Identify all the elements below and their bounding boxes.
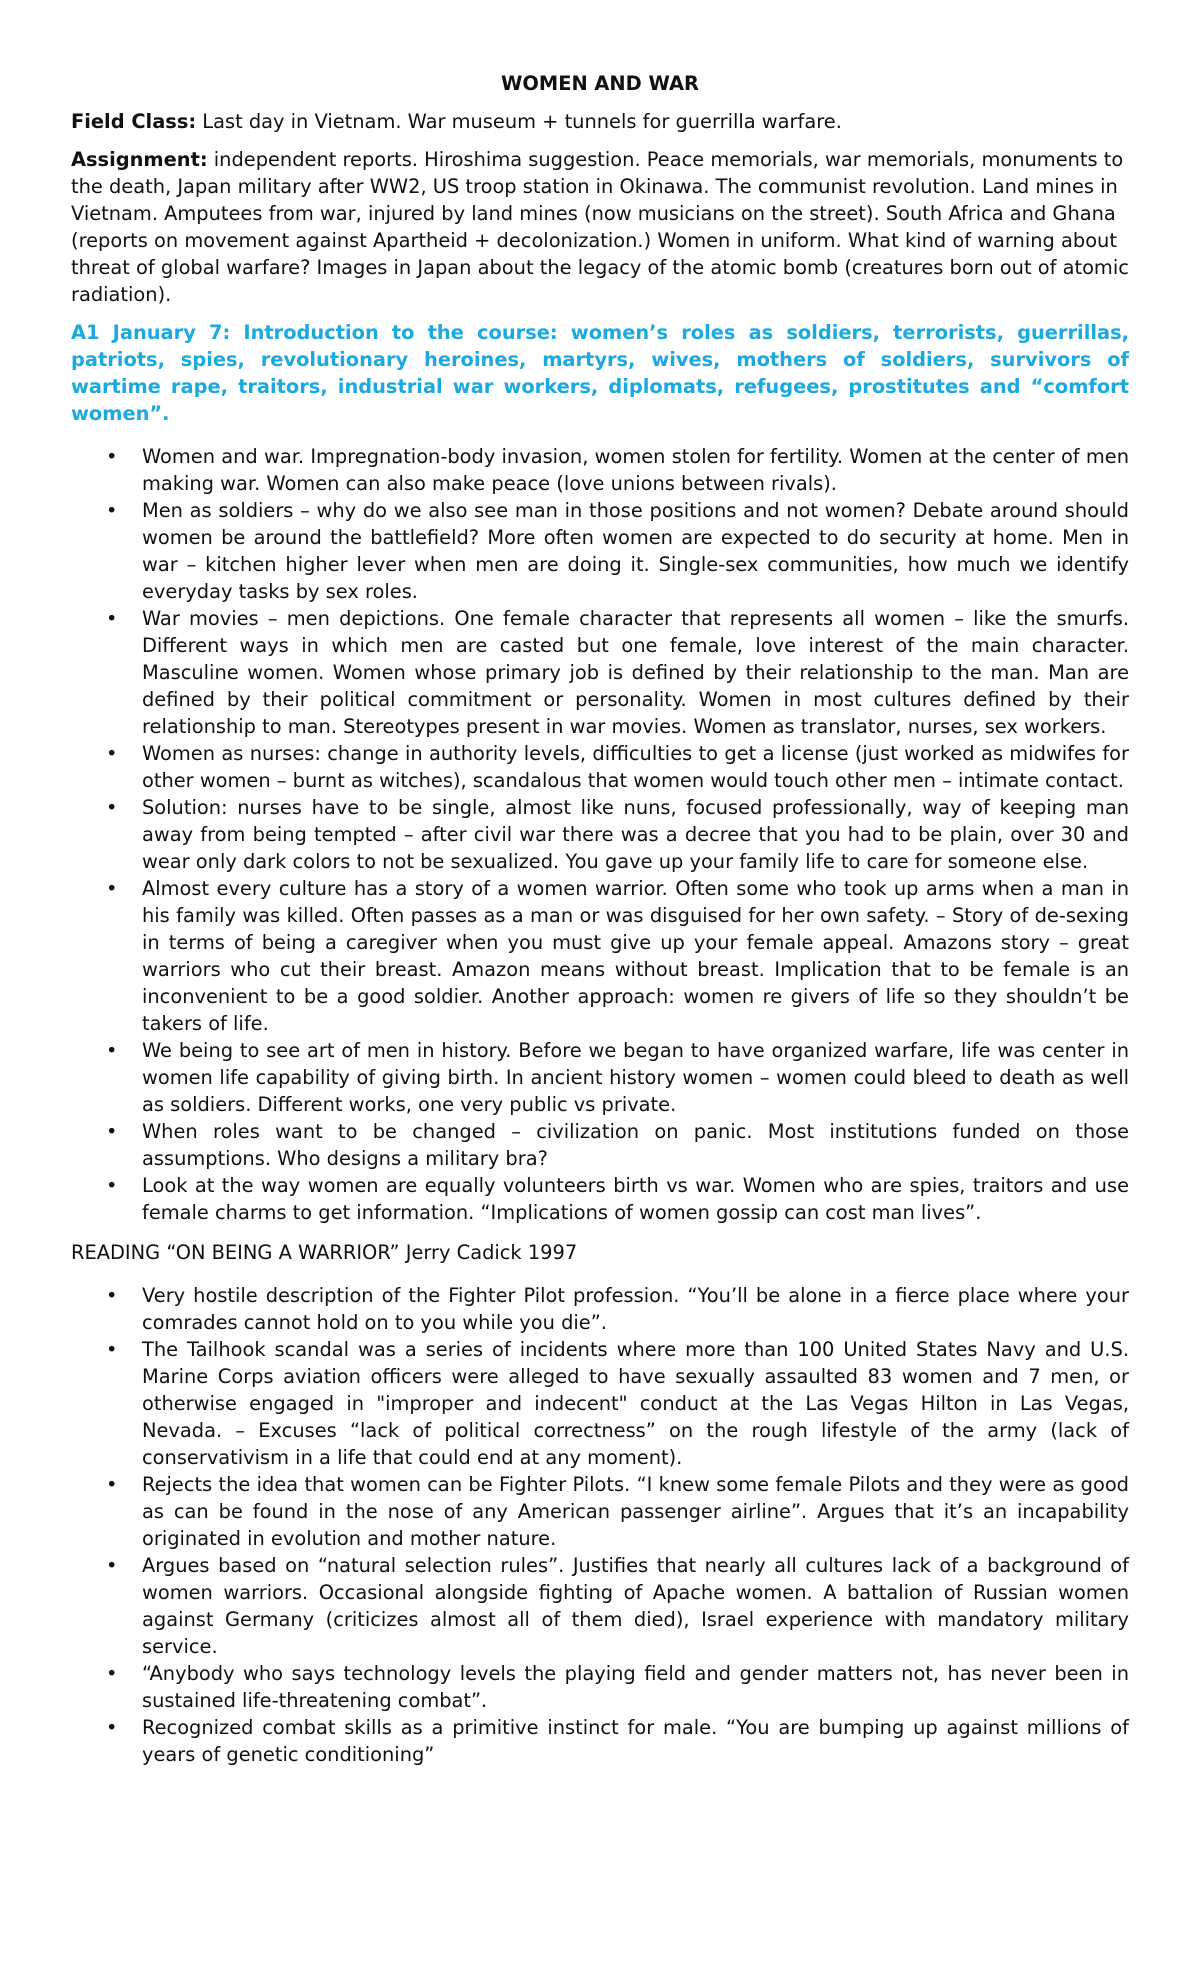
lecture-bullet-list	[71, 443, 1129, 1226]
bullet-icon: •	[106, 877, 118, 900]
bullet-text: Rejects the idea that women can be Fighter Pilots. “I knew some female Pilots and they were as good as can be found in the nose of any American passenger airline”. Argues that it’s an incapability originated in evolution and mother nature.	[142, 1473, 1129, 1550]
document-page	[71, 70, 1129, 1781]
bullet-text: Recognized combat skills as a primitive instinct for male. “You are bumping up against millions of years of genetic conditioning”	[142, 1716, 1129, 1766]
lecture-bullet-item	[71, 1172, 1129, 1226]
lecture-bullet-item	[71, 443, 1129, 497]
reading-bullet-item	[71, 1552, 1129, 1660]
assignment-label: Assignment:	[71, 148, 208, 171]
bullet-text: Men as soldiers – why do we also see man in those positions and not women? Debate around should women be around the battlefield? More often women are expected to do security at home. Men in war – kitchen higher lever when men are doing it. Single-sex communities, how much we identify everyday tasks by sex roles.	[142, 499, 1129, 603]
bullet-icon: •	[106, 1338, 118, 1361]
bullet-text: War movies – men depictions. One female character that represents all women – like the smurfs. Different ways in which men are casted but one female, love interest of the main character. Masculine women. Women whose primary job is defined by their relationship to the man. Man are defined by their political commitment or personality. Women in most cultures defined by their relationship to man. Stereotypes present in war movies. Women as translator, nurses, sex workers.	[142, 607, 1129, 738]
bullet-text: We being to see art of men in history. Before we began to have organized warfare, life was center in women life capability of giving birth. In ancient history women – women could bleed to death as well as soldiers. Different works, one very public vs private.	[142, 1039, 1129, 1116]
bullet-text: Almost every culture has a story of a women warrior. Often some who took up arms when a man in his family was killed. Often passes as a man or was disguised for her own safety. – Story of de-sexing in terms of being a caregiver when you must give up your female appeal. Amazons story – great warriors who cut their breast. Amazon means without breast. Implication that to be female is an inconvenient to be a good soldier. Another approach: women re givers of life so they shouldn’t be takers of life.	[142, 877, 1129, 1035]
reading-bullet-item	[71, 1660, 1129, 1714]
bullet-icon: •	[106, 1039, 118, 1062]
bullet-text: The Tailhook scandal was a series of incidents where more than 100 United States Navy and U.S. Marine Corps aviation officers were alleged to have sexually assaulted 83 women and 7 men, or otherwise engaged in "improper and indecent" conduct at the Las Vegas Hilton in Las Vegas, Nevada. – Excuses “lack of political correctness” on the rough lifestyle of the army (lack of conservativism in a life that could end at any moment).	[142, 1338, 1129, 1469]
bullet-text: Women as nurses: change in authority levels, difficulties to get a license (just worked as midwifes for other women – burnt as witches), scandalous that women would touch other men – intimate contact.	[142, 742, 1129, 792]
bullet-text: “Anybody who says technology levels the playing field and gender matters not, has never been in sustained life-threatening combat”.	[142, 1662, 1129, 1712]
bullet-icon: •	[106, 1174, 118, 1197]
document-title: WOMEN AND WAR	[501, 72, 699, 95]
bullet-icon: •	[106, 796, 118, 819]
reading-bullet-item	[71, 1714, 1129, 1768]
lecture-bullet-item	[71, 605, 1129, 740]
bullet-icon: •	[106, 1473, 118, 1496]
bullet-icon: •	[106, 607, 118, 630]
field-class-label: Field Class:	[71, 110, 197, 133]
bullet-text: Women and war. Impregnation-body invasion, women stolen for fertility. Women at the center of men making war. Women can also make peace (love unions between rivals).	[142, 445, 1129, 495]
assignment-text: independent reports. Hiroshima suggestion. Peace memorials, war memorials, monuments to the death, Japan military after WW2, US troop station in Okinawa. The communist revolution. Land mines in Vietnam. Amputees from war, injured by land mines (now musicians on the street). South Africa and Ghana (reports on movement against Apartheid + decolonization.) Women in uniform. What kind of warning about threat of global warfare? Images in Japan about the legacy of the atomic bomb (creatures born out of atomic radiation).	[71, 148, 1129, 306]
lecture-bullet-item	[71, 740, 1129, 794]
lecture-bullet-item	[71, 497, 1129, 605]
reading-bullet-list	[71, 1282, 1129, 1768]
reading-title: READING “ON BEING A WARRIOR” Jerry Cadick 1997	[71, 1241, 578, 1264]
bullet-icon: •	[106, 742, 118, 765]
lecture-bullet-item	[71, 1037, 1129, 1118]
bullet-icon: •	[106, 1716, 118, 1739]
reading-bullet-item	[71, 1336, 1129, 1471]
bullet-icon: •	[106, 1284, 118, 1307]
assignment-paragraph	[71, 146, 1129, 308]
lecture-bullet-item	[71, 875, 1129, 1037]
reading-bullet-item	[71, 1471, 1129, 1552]
bullet-text: Solution: nurses have to be single, almost like nuns, focused professionally, way of keeping man away from being tempted – after civil war there was a decree that you had to be plain, over 30 and wear only dark colors to not be sexualized. You gave up your family life to care for someone else.	[142, 796, 1129, 873]
bullet-icon: •	[106, 445, 118, 468]
field-class-paragraph	[71, 108, 1129, 135]
bullet-text: Very hostile description of the Fighter Pilot profession. “You’ll be alone in a fierce place where your comrades cannot hold on to you while you die”.	[142, 1284, 1129, 1334]
section-heading-a1: A1 January 7: Introduction to the course: women’s roles as soldiers, terrorists, guerrillas, patriots, spies, revolutionary heroines, martyrs, wives, mothers of soldiers, survivors of wartime rape, traitors, industrial war workers, diplomats, refugees, prostitutes and “comfort women”.	[71, 321, 1129, 425]
lecture-bullet-item	[71, 794, 1129, 875]
reading-bullet-item	[71, 1282, 1129, 1336]
bullet-icon: •	[106, 1662, 118, 1685]
bullet-icon: •	[106, 1554, 118, 1577]
bullet-text: Look at the way women are equally volunteers birth vs war. Women who are spies, traitors and use female charms to get information. “Implications of women gossip can cost man lives”.	[142, 1174, 1129, 1224]
field-class-text: Last day in Vietnam. War museum + tunnels for guerrilla warfare.	[196, 110, 842, 133]
bullet-icon: •	[106, 1120, 118, 1143]
bullet-icon: •	[106, 499, 118, 522]
bullet-text: When roles want to be changed – civilization on panic. Most institutions funded on those assumptions. Who designs a military bra?	[142, 1120, 1129, 1170]
lecture-bullet-item	[71, 1118, 1129, 1172]
bullet-text: Argues based on “natural selection rules”. Justifies that nearly all cultures lack of a background of women warriors. Occasional alongside fighting of Apache women. A battalion of Russian women against Germany (criticizes almost all of them died), Israel experience with mandatory military service.	[142, 1554, 1129, 1658]
